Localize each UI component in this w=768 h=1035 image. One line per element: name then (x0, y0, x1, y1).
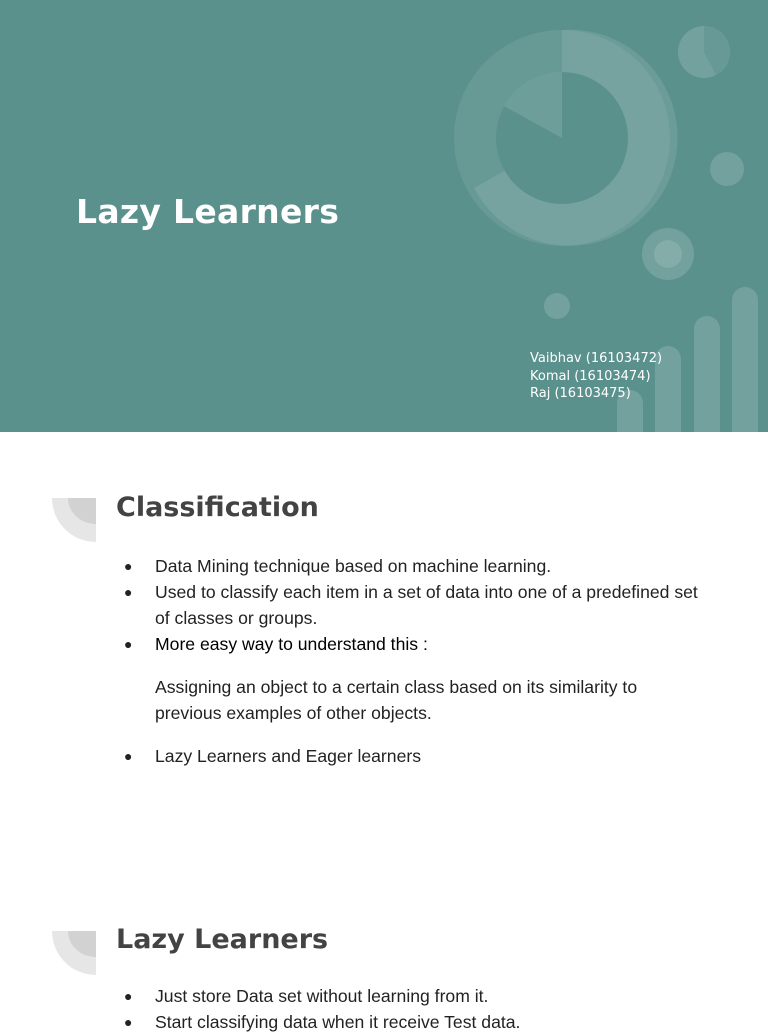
explanation-paragraph: Assigning an object to a certain class based on its similarity to previous examples of other objects. (155, 677, 638, 723)
bullet-icon: ● (124, 636, 133, 652)
list-item (0, 983, 768, 1009)
bullet-icon: ● (124, 584, 133, 600)
donut-inner-shape (654, 240, 682, 268)
list-item-text: Start classifying data when it receive Test data. (155, 1012, 521, 1032)
title-slide (0, 0, 768, 432)
tiny-pie-shape (710, 152, 744, 186)
list-item-text: Just store Data set without learning from it. (155, 986, 489, 1006)
list-item (0, 553, 768, 579)
author-name: Raj (16103475) (530, 386, 631, 401)
bullet-icon: ● (124, 558, 133, 574)
bar-shape (732, 287, 758, 432)
bullet-icon: ● (124, 988, 133, 1004)
list-item-text: Data Mining technique based on machine learning. (155, 556, 552, 576)
bar-shape (694, 316, 720, 432)
bullet-list (0, 983, 768, 1035)
list-item (0, 579, 768, 631)
corner-ornament-icon (52, 498, 96, 542)
list-item (0, 1009, 768, 1035)
lazy-learners-slide (0, 864, 768, 1032)
bullet-list (0, 553, 768, 769)
corner-ornament-icon (52, 931, 96, 975)
author-name: Vaibhav (16103472) (530, 351, 663, 366)
bullet-icon: ● (124, 1014, 133, 1030)
list-item-text: More easy way to understand this : (155, 634, 428, 654)
classification-slide (0, 432, 768, 864)
slide-heading: Lazy Learners (116, 924, 329, 955)
dot-shape (544, 293, 570, 319)
slide-heading: Classification (116, 492, 319, 523)
list-item-text: Lazy Learners and Eager learners (155, 746, 422, 766)
author-list (530, 350, 662, 403)
slide-title: Lazy Learners (76, 192, 340, 231)
author-name: Komal (16103474) (530, 368, 651, 384)
list-item (0, 743, 768, 769)
list-item (0, 631, 768, 657)
list-item-text: Used to classify each item in a set of data into one of a predefined set of classes or groups. (155, 582, 698, 628)
bullet-icon: ● (124, 748, 133, 764)
